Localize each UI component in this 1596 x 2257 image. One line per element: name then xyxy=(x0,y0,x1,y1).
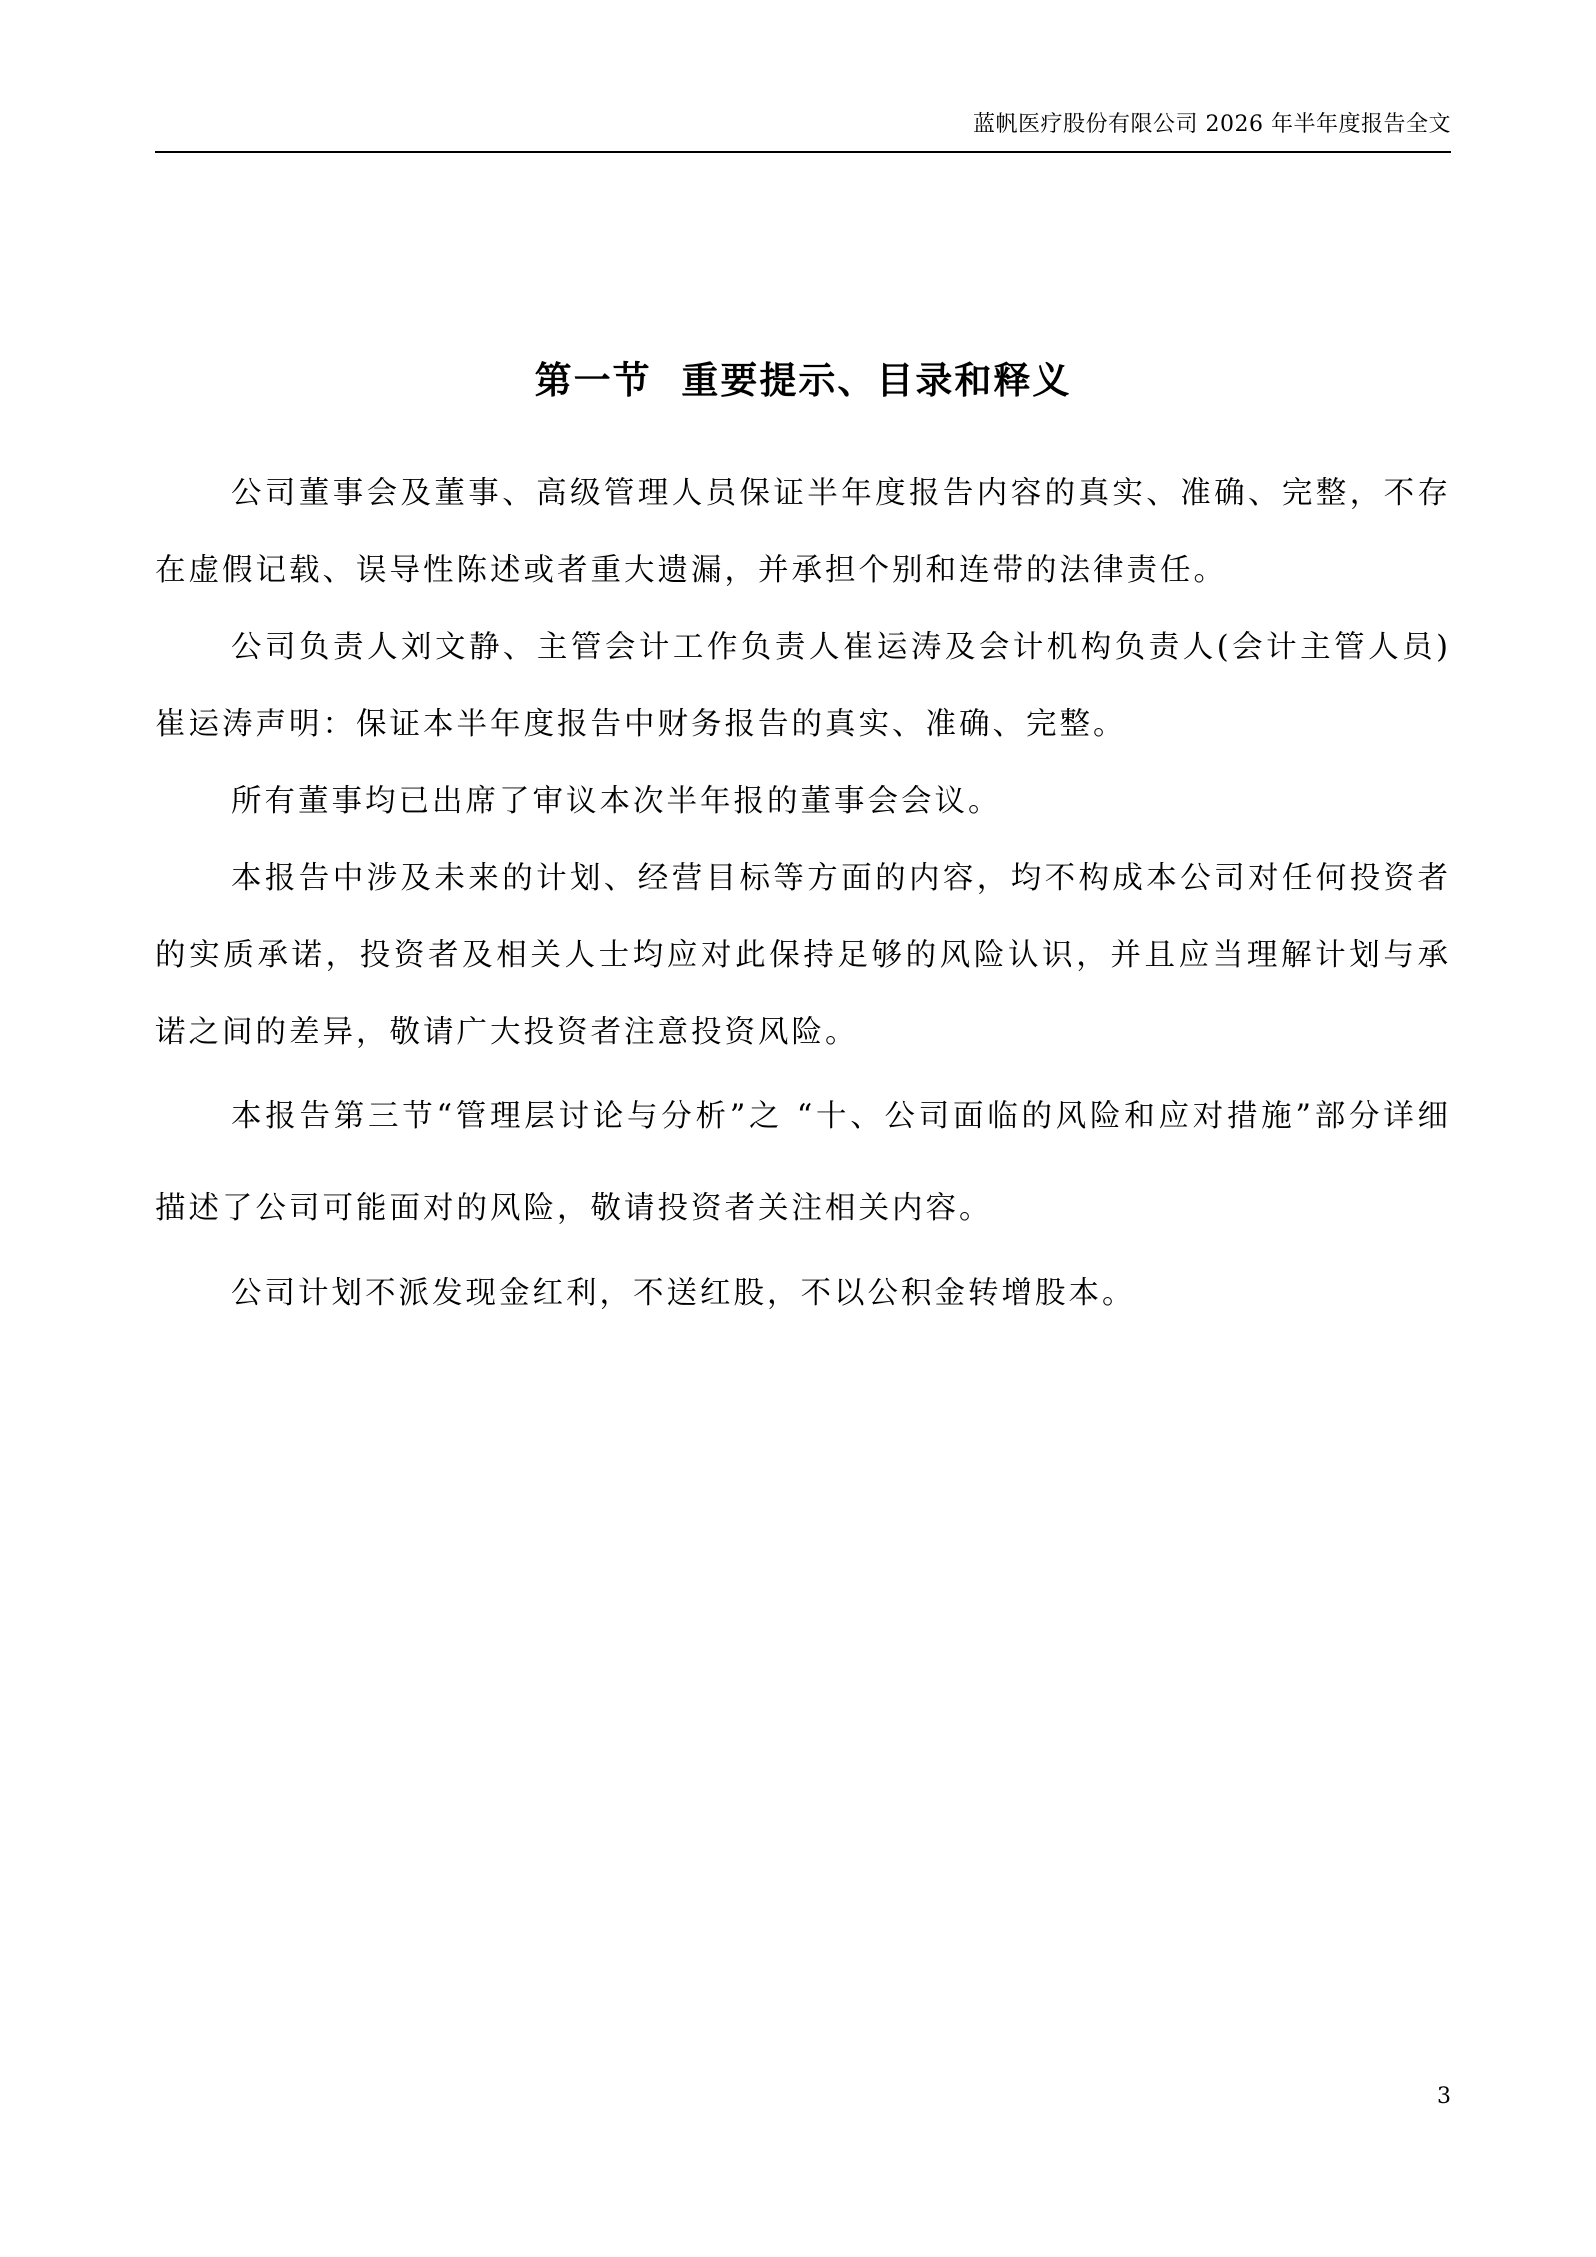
running-header: 蓝帆医疗股份有限公司 2026 年半年度报告全文 xyxy=(973,112,1451,137)
paragraph-board-guarantee: 公司董事会及董事、高级管理人员保证半年度报告内容的真实、准确、完整，不存在虚假记载、误导性陈述或者重大遗漏，并承担个别和连带的法律责任。 xyxy=(155,476,1451,588)
paragraph-risk-reference: 本报告第三节“管理层讨论与分析”之 “十、公司面临的风险和应对措施”部分详细描述了公司可能面对的风险，敬请投资者关注相关内容。 xyxy=(155,1099,1451,1226)
header-divider xyxy=(155,151,1451,153)
paragraph-forward-looking: 本报告中涉及未来的计划、经营目标等方面的内容，均不构成本公司对任何投资者的实质承诺，投资者及相关人士均应对此保持足够的风险认识，并且应当理解计划与承诺之间的差异，敬请广大投资者注意投资风险。 xyxy=(155,861,1451,1050)
section-title: 第一节 重要提示、目录和释义 xyxy=(534,357,1072,402)
page-number: 3 xyxy=(1437,2084,1451,2109)
body-text xyxy=(155,455,1451,1332)
paragraph-responsible-persons: 公司负责人刘文静、主管会计工作负责人崔运涛及会计机构负责人(会计主管人员)崔运涛声明：保证本半年度报告中财务报告的真实、准确、完整。 xyxy=(155,630,1451,742)
paragraph-dividend-plan: 公司计划不派发现金红利，不送红股，不以公积金转增股本。 xyxy=(231,1276,1136,1311)
paragraph-attendance: 所有董事均已出席了审议本次半年报的董事会会议。 xyxy=(231,784,1002,819)
